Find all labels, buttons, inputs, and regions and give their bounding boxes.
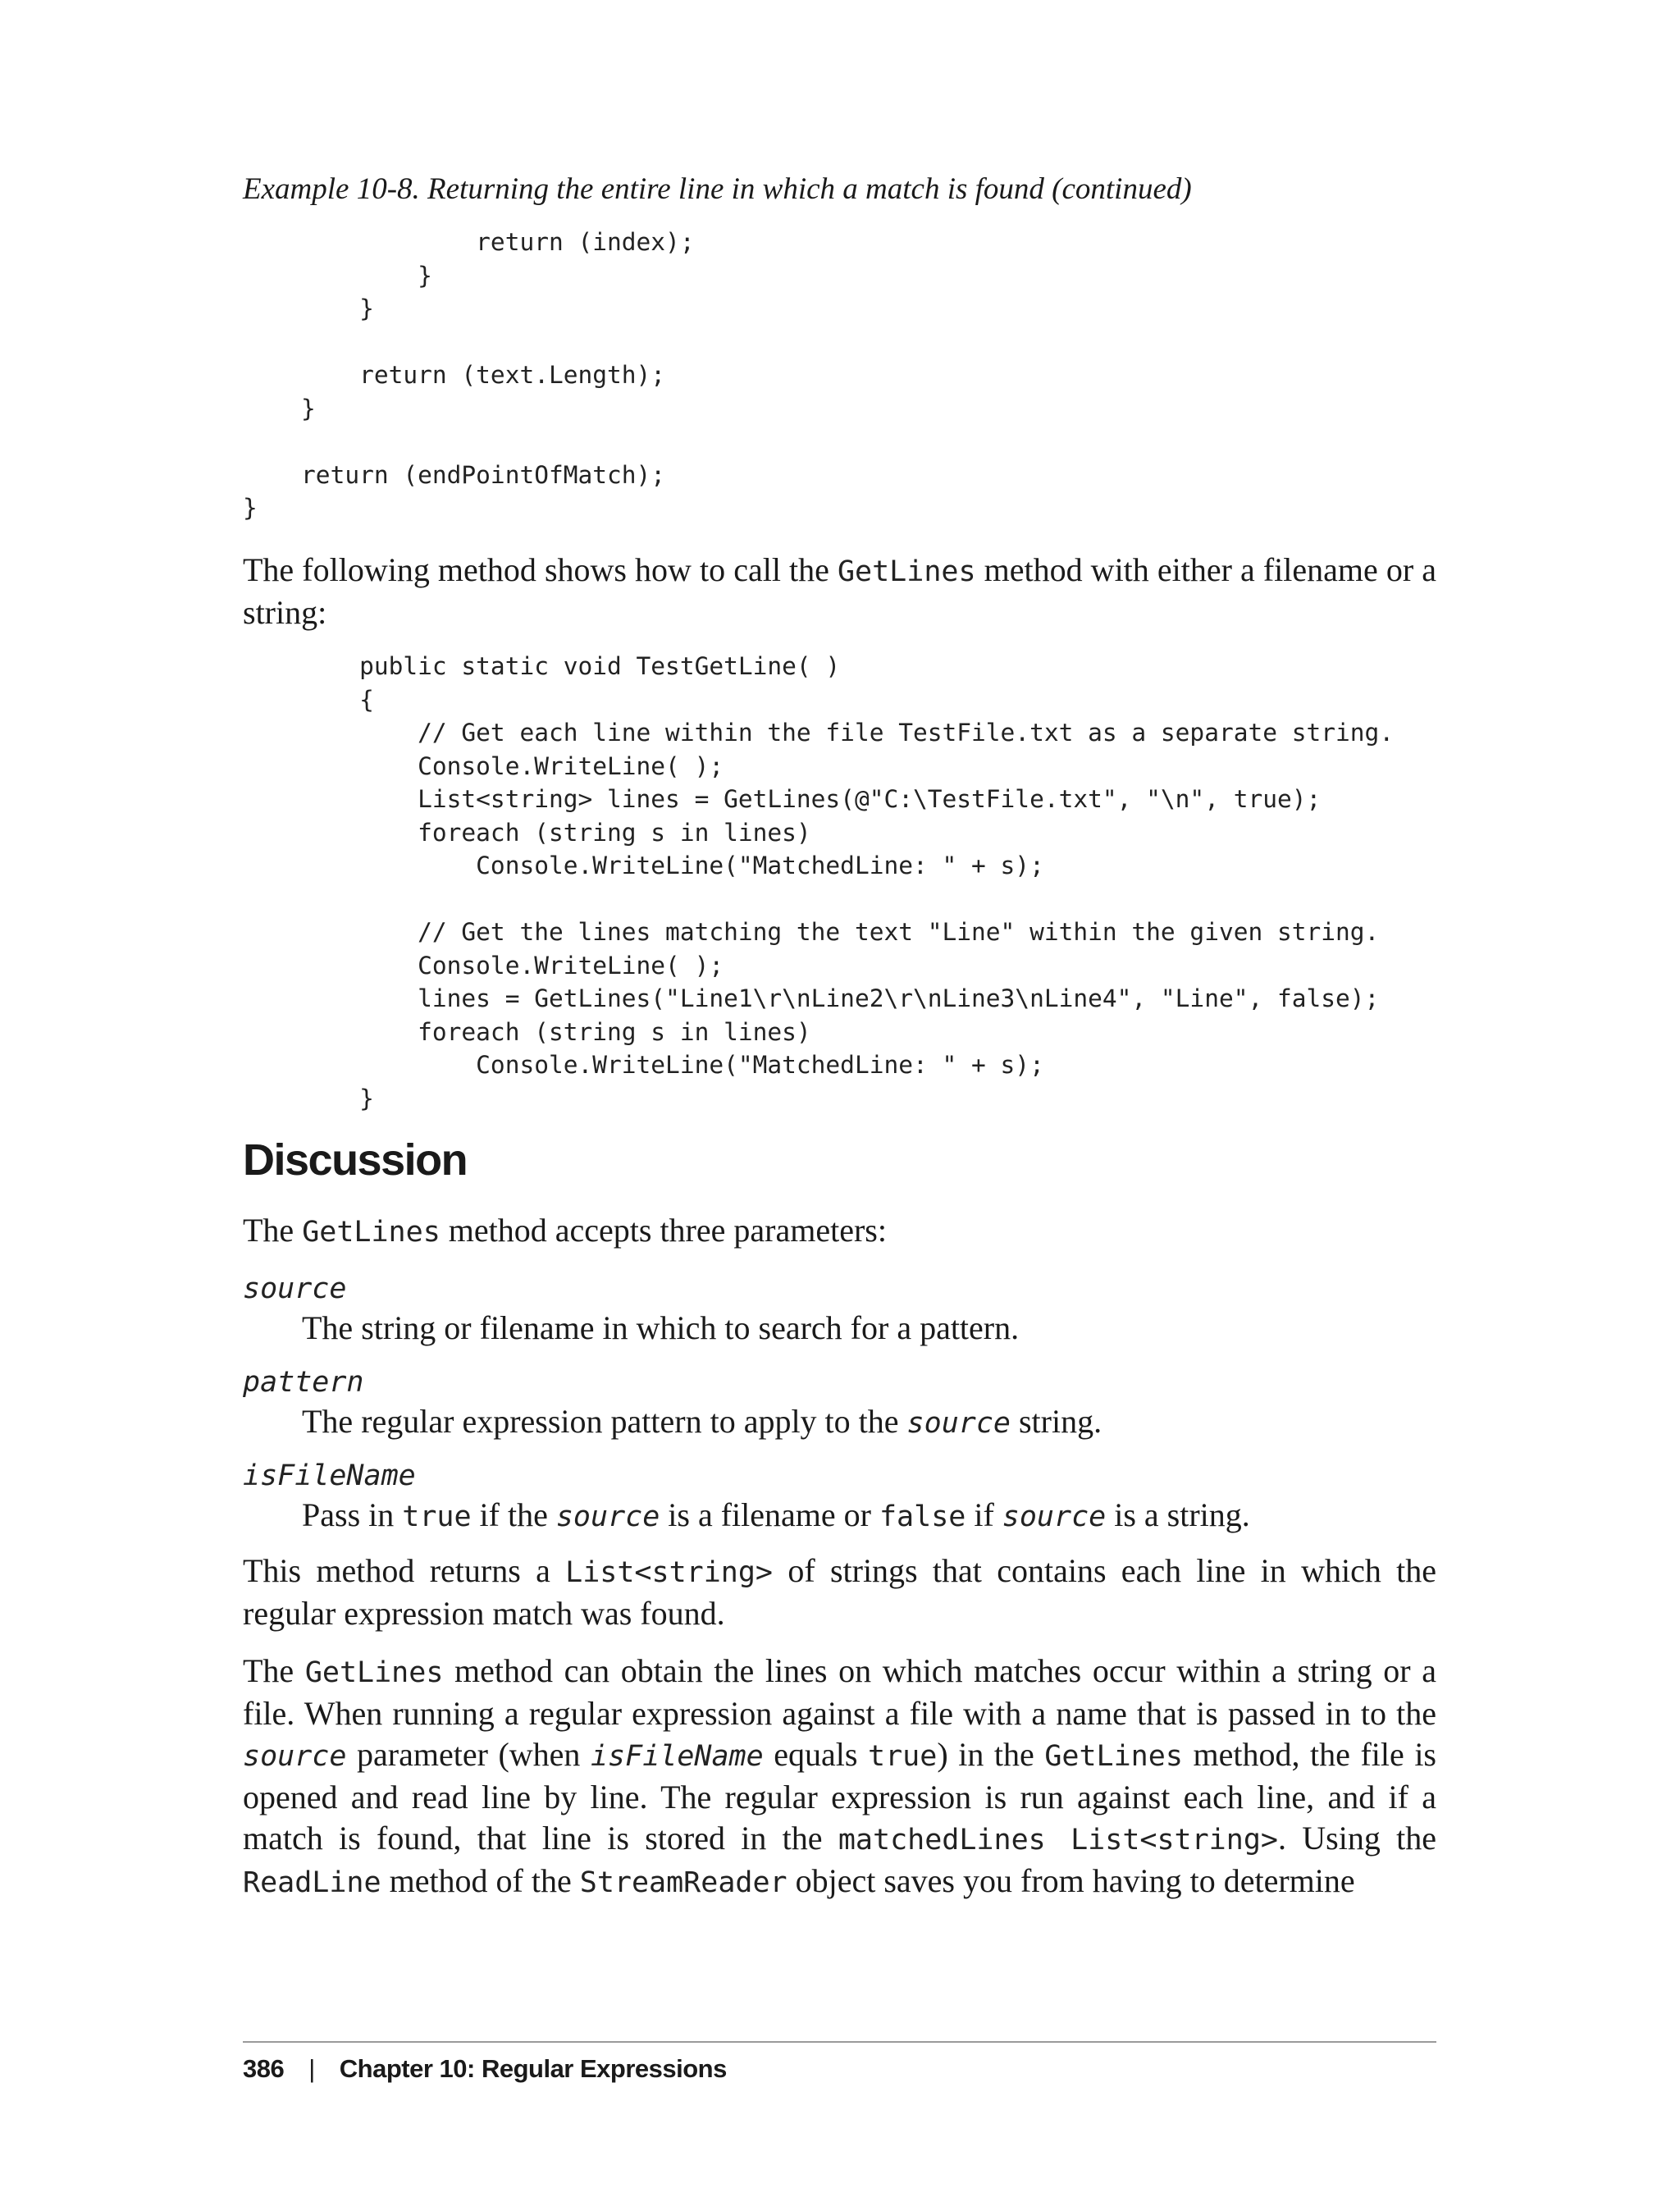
intro-paragraph: [243, 550, 1436, 633]
inline-code: matchedLines List<string>: [838, 1824, 1278, 1857]
code-listing-continued: return (index); } } return (text.Length); } return (endPointOfMatch); }: [243, 228, 695, 522]
text-run: method can obtain the lines on which matches occur within a string or a file. When running a regular expression against a file with a name that is passed in to the: [243, 1652, 1437, 1732]
inline-code-italic: source: [243, 1740, 347, 1773]
page-footer: [243, 2051, 727, 2087]
inline-code: ReadLine: [243, 1866, 381, 1899]
text-run: is a string.: [1106, 1496, 1250, 1533]
text-run: is a filename or: [660, 1496, 879, 1533]
inline-code: List<string>: [565, 1556, 774, 1589]
text-run: object saves you from having to determine: [787, 1862, 1355, 1899]
text-run: This method returns a: [243, 1552, 566, 1589]
text-run: The string or filename in which to search for a pattern.: [302, 1309, 1020, 1346]
text-run: if the: [471, 1496, 556, 1533]
text-run: The: [243, 1212, 303, 1249]
footer-divider: [243, 2041, 1436, 2043]
param-term-isfilename: isFileName: [243, 1459, 416, 1492]
param-desc-source: [302, 1308, 1019, 1349]
footer-separator: |: [308, 2054, 315, 2083]
text-run: parameter (when: [346, 1736, 591, 1773]
param-desc-isfilename: [302, 1495, 1250, 1537]
text-run: of strings that contains each line in which the regular expression match was found.: [243, 1552, 1436, 1632]
text-run: method, the file is opened and read line by line. The regular expression is run against each line, and if a match is found, that line is stored in the: [243, 1736, 1436, 1857]
param-term-source: source: [243, 1272, 347, 1305]
text-run: The: [243, 1652, 305, 1689]
text-run: ) in the: [937, 1736, 1045, 1773]
text-run: . Using the: [1277, 1820, 1437, 1857]
chapter-title: Chapter 10: Regular Expressions: [339, 2054, 727, 2083]
returns-paragraph: [243, 1551, 1436, 1634]
inline-code-italic: source: [1002, 1500, 1107, 1533]
text-run: if: [966, 1496, 1002, 1533]
inline-code-italic: source: [906, 1407, 1011, 1440]
text-run: Pass in: [302, 1496, 403, 1533]
inline-code-italic: source: [555, 1500, 660, 1533]
text-run: method with either a filename or a string:: [243, 551, 1436, 631]
inline-code: false: [879, 1500, 966, 1533]
inline-code: GetLines: [837, 555, 976, 588]
param-desc-pattern: [302, 1401, 1102, 1444]
text-run: method accepts three parameters:: [440, 1212, 887, 1249]
inline-code: StreamReader: [579, 1866, 788, 1899]
param-term-pattern: pattern: [243, 1366, 364, 1399]
text-run: method of the: [381, 1862, 580, 1899]
inline-code: GetLines: [304, 1656, 444, 1689]
code-listing-test-method: public static void TestGetLine( ) { // Get each line within the file TestFile.txt as a separate string. Console.WriteLine( ); List<string> lines = GetLines(@"C:\TestFile.txt", "\n", true); foreach (string s in lines) Console.WriteLine("MatchedLine: " + s); // Get the lines matching the text "Line" within the given string. Console.WriteLine( ); lines = GetLines("Line1\r\nLine2\r\nLine3\nLine4", "Line", false); foreach (string s in lines) Console.WriteLine("MatchedLine: " + s); }: [359, 652, 1395, 1112]
page-number: 386: [243, 2054, 285, 2083]
details-paragraph: [243, 1651, 1436, 1903]
text-run: The following method shows how to call the: [243, 551, 838, 588]
section-heading: Discussion: [243, 1135, 468, 1185]
inline-code: true: [402, 1500, 472, 1533]
text-run: string.: [1010, 1403, 1102, 1440]
params-intro-paragraph: [243, 1210, 1436, 1253]
inline-code: GetLines: [1044, 1740, 1183, 1773]
example-caption: Example 10-8. Returning the entire line in which a match is found (continued): [243, 172, 1192, 206]
inline-code: GetLines: [302, 1216, 441, 1249]
text-run: The regular expression pattern to apply to the: [302, 1403, 907, 1440]
inline-code-italic: isFileName: [590, 1740, 764, 1773]
text-run: equals: [763, 1736, 869, 1773]
inline-code: true: [868, 1740, 938, 1773]
